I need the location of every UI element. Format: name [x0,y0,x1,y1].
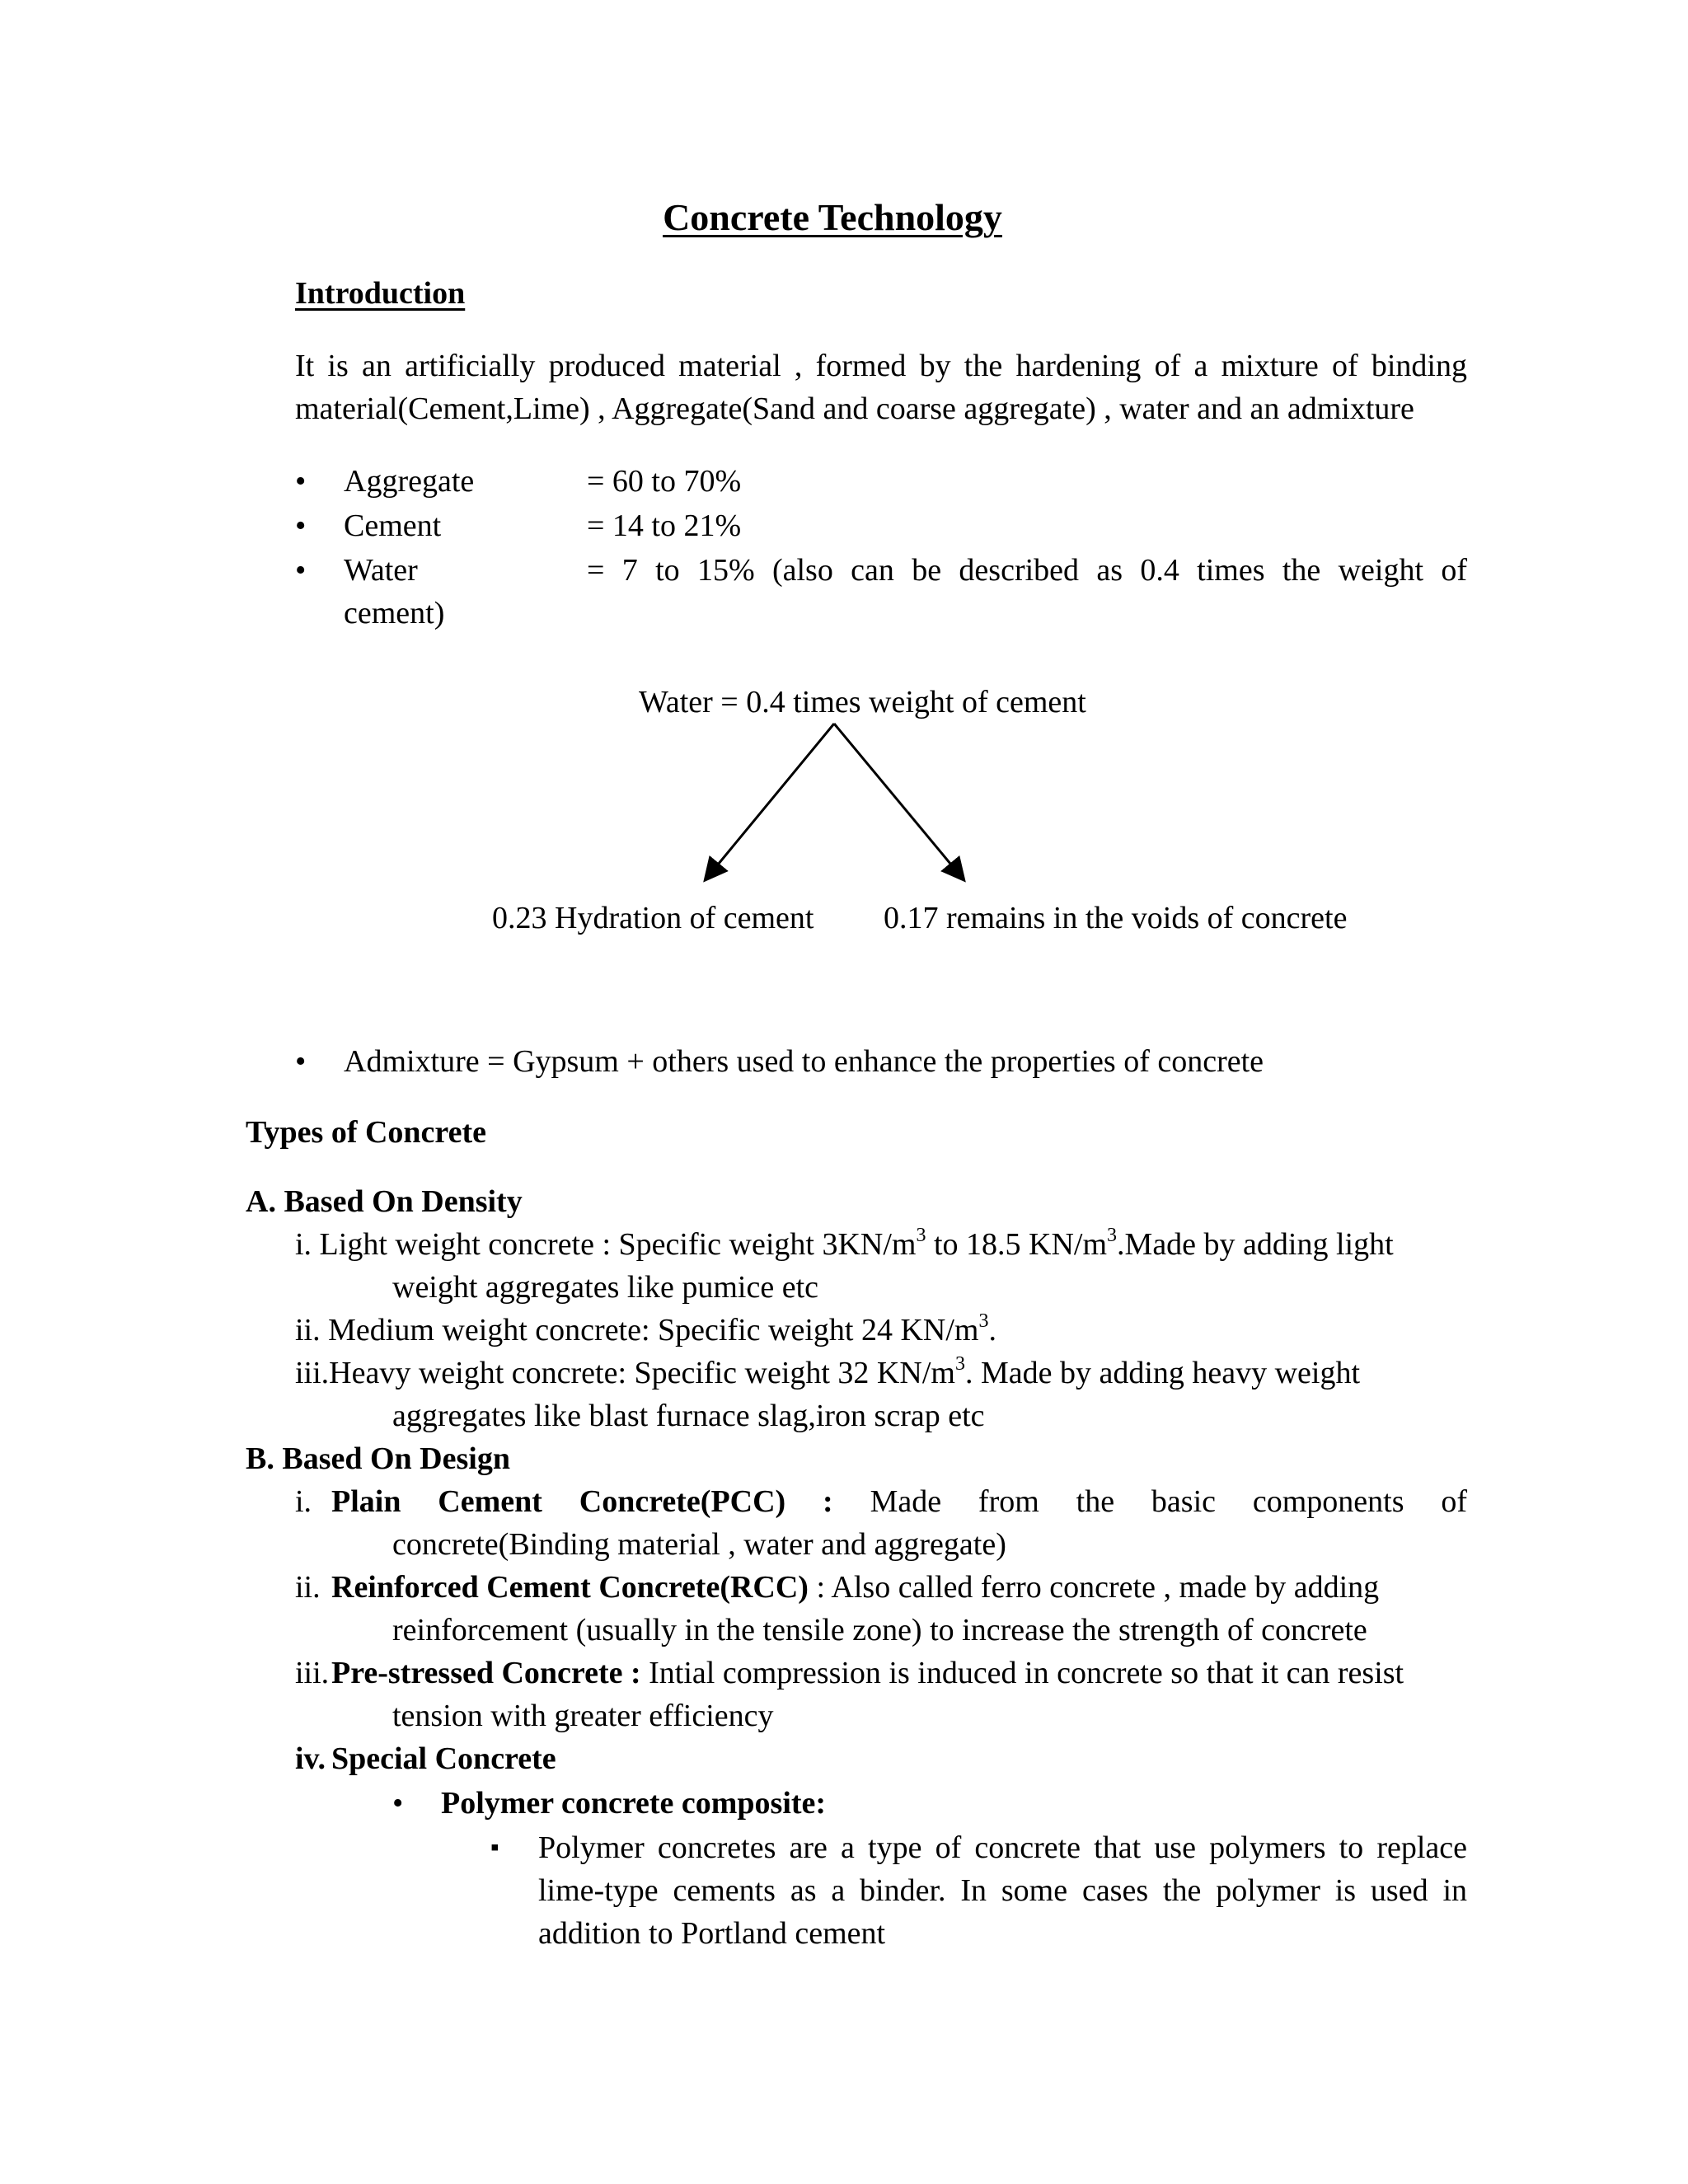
design-pcc-text: Made from the basic components of [870,1484,1467,1519]
page-title: Concrete Technology [663,196,1002,238]
design-item-rcc [331,1566,1379,1609]
design-num-ii: ii. [295,1570,321,1605]
intro-line-1: It is an artificially produced material , formed by the hardening of a mixture of binding [295,349,1467,383]
bullet-icon: • [392,1786,404,1821]
design-pcc-term: Plain Cement Concrete(PCC) : [331,1484,833,1519]
density-heavy-continuation: aggregates like blast furnace slag,iron scrap etc [392,1399,985,1433]
polymer-line-3: addition to Portland cement [538,1916,886,1951]
design-prestressed-continuation: tension with greater efficiency [392,1699,774,1733]
diagram-right-label: 0.17 remains in the voids of concrete [884,901,1348,935]
design-rcc-continuation: reinforcement (usually in the tensile zone) to increase the strength of concrete [392,1613,1367,1647]
composition-name-cement: Cement [344,509,442,543]
design-item-prestressed [331,1652,1404,1694]
superscript: 3 [978,1310,989,1332]
bullet-icon: • [295,1044,307,1079]
density-heading: A. Based On Density [246,1184,523,1219]
density-light-text-c: .Made by adding light [1117,1227,1394,1262]
design-pcc-continuation: concrete(Binding material , water and aggregate) [392,1527,1006,1562]
density-heavy-text-a: iii.Heavy weight concrete: Specific weight 32 KN/m [295,1356,955,1390]
density-item-light [295,1223,1394,1266]
design-prestressed-text: Intial compression is induced in concrete so that it can resist [640,1656,1404,1690]
introduction-heading: Introduction [295,276,466,311]
density-medium-text-a: ii. Medium weight concrete: Specific weight 24 KN/m [295,1313,979,1347]
arrow-left [706,724,834,879]
polymer-line-1: Polymer concretes are a type of concrete that use polymers to replace [538,1830,1467,1865]
design-rcc-term: Reinforced Cement Concrete(RCC) [331,1570,809,1605]
design-num-i: i. [295,1484,312,1519]
density-heavy-text-b: . Made by adding heavy weight [964,1356,1361,1390]
design-rcc-text: : Also called ferro concrete , made by adding [808,1570,1380,1605]
diagram-top-label: Water = 0.4 times weight of cement [639,685,1086,719]
composition-value-water: = 7 to 15% (also can be described as 0.4 times the weight of [587,553,1467,588]
admixture-text: Admixture = Gypsum + others used to enhance the properties of concrete [344,1044,1264,1079]
density-medium-text-b: . [988,1313,996,1347]
composition-value-cement: = 14 to 21% [587,509,742,543]
arrow-right [834,724,963,879]
bullet-icon: • [295,553,307,588]
design-prestressed-term: Pre-stressed Concrete : [331,1656,641,1690]
design-num-iii: iii. [295,1656,330,1690]
composition-water-continuation: cement) [344,596,445,630]
design-heading: B. Based On Design [246,1441,510,1476]
design-item-pcc [331,1480,1467,1523]
types-heading: Types of Concrete [246,1115,486,1150]
design-special-heading: Special Concrete [331,1741,556,1776]
polymer-heading: Polymer concrete composite: [441,1786,827,1821]
composition-name-water: Water [344,553,418,588]
composition-value-aggregate: = 60 to 70% [587,464,742,499]
polymer-line-2: lime-type cements as a binder. In some cases the polymer is used in [538,1873,1467,1908]
superscript: 3 [1107,1225,1118,1246]
superscript: 3 [954,1353,965,1375]
density-light-continuation: weight aggregates like pumice etc [392,1270,819,1305]
square-bullet-icon: ▪ [490,1834,499,1861]
superscript: 3 [916,1225,926,1246]
bullet-icon: • [295,509,307,543]
bullet-icon: • [295,464,307,499]
intro-line-2: material(Cement,Lime) , Aggregate(Sand and coarse aggregate) , water and an admixture [295,391,1414,426]
composition-name-aggregate: Aggregate [344,464,475,499]
diagram-left-label: 0.23 Hydration of cement [492,901,814,935]
density-item-medium [295,1309,996,1352]
density-light-text-a: i. Light weight concrete : Specific weight 3KN/m [295,1227,917,1262]
design-num-iv: iv. [295,1741,326,1776]
density-item-heavy [295,1352,1360,1394]
density-light-text-b: to 18.5 KN/m [926,1227,1108,1262]
